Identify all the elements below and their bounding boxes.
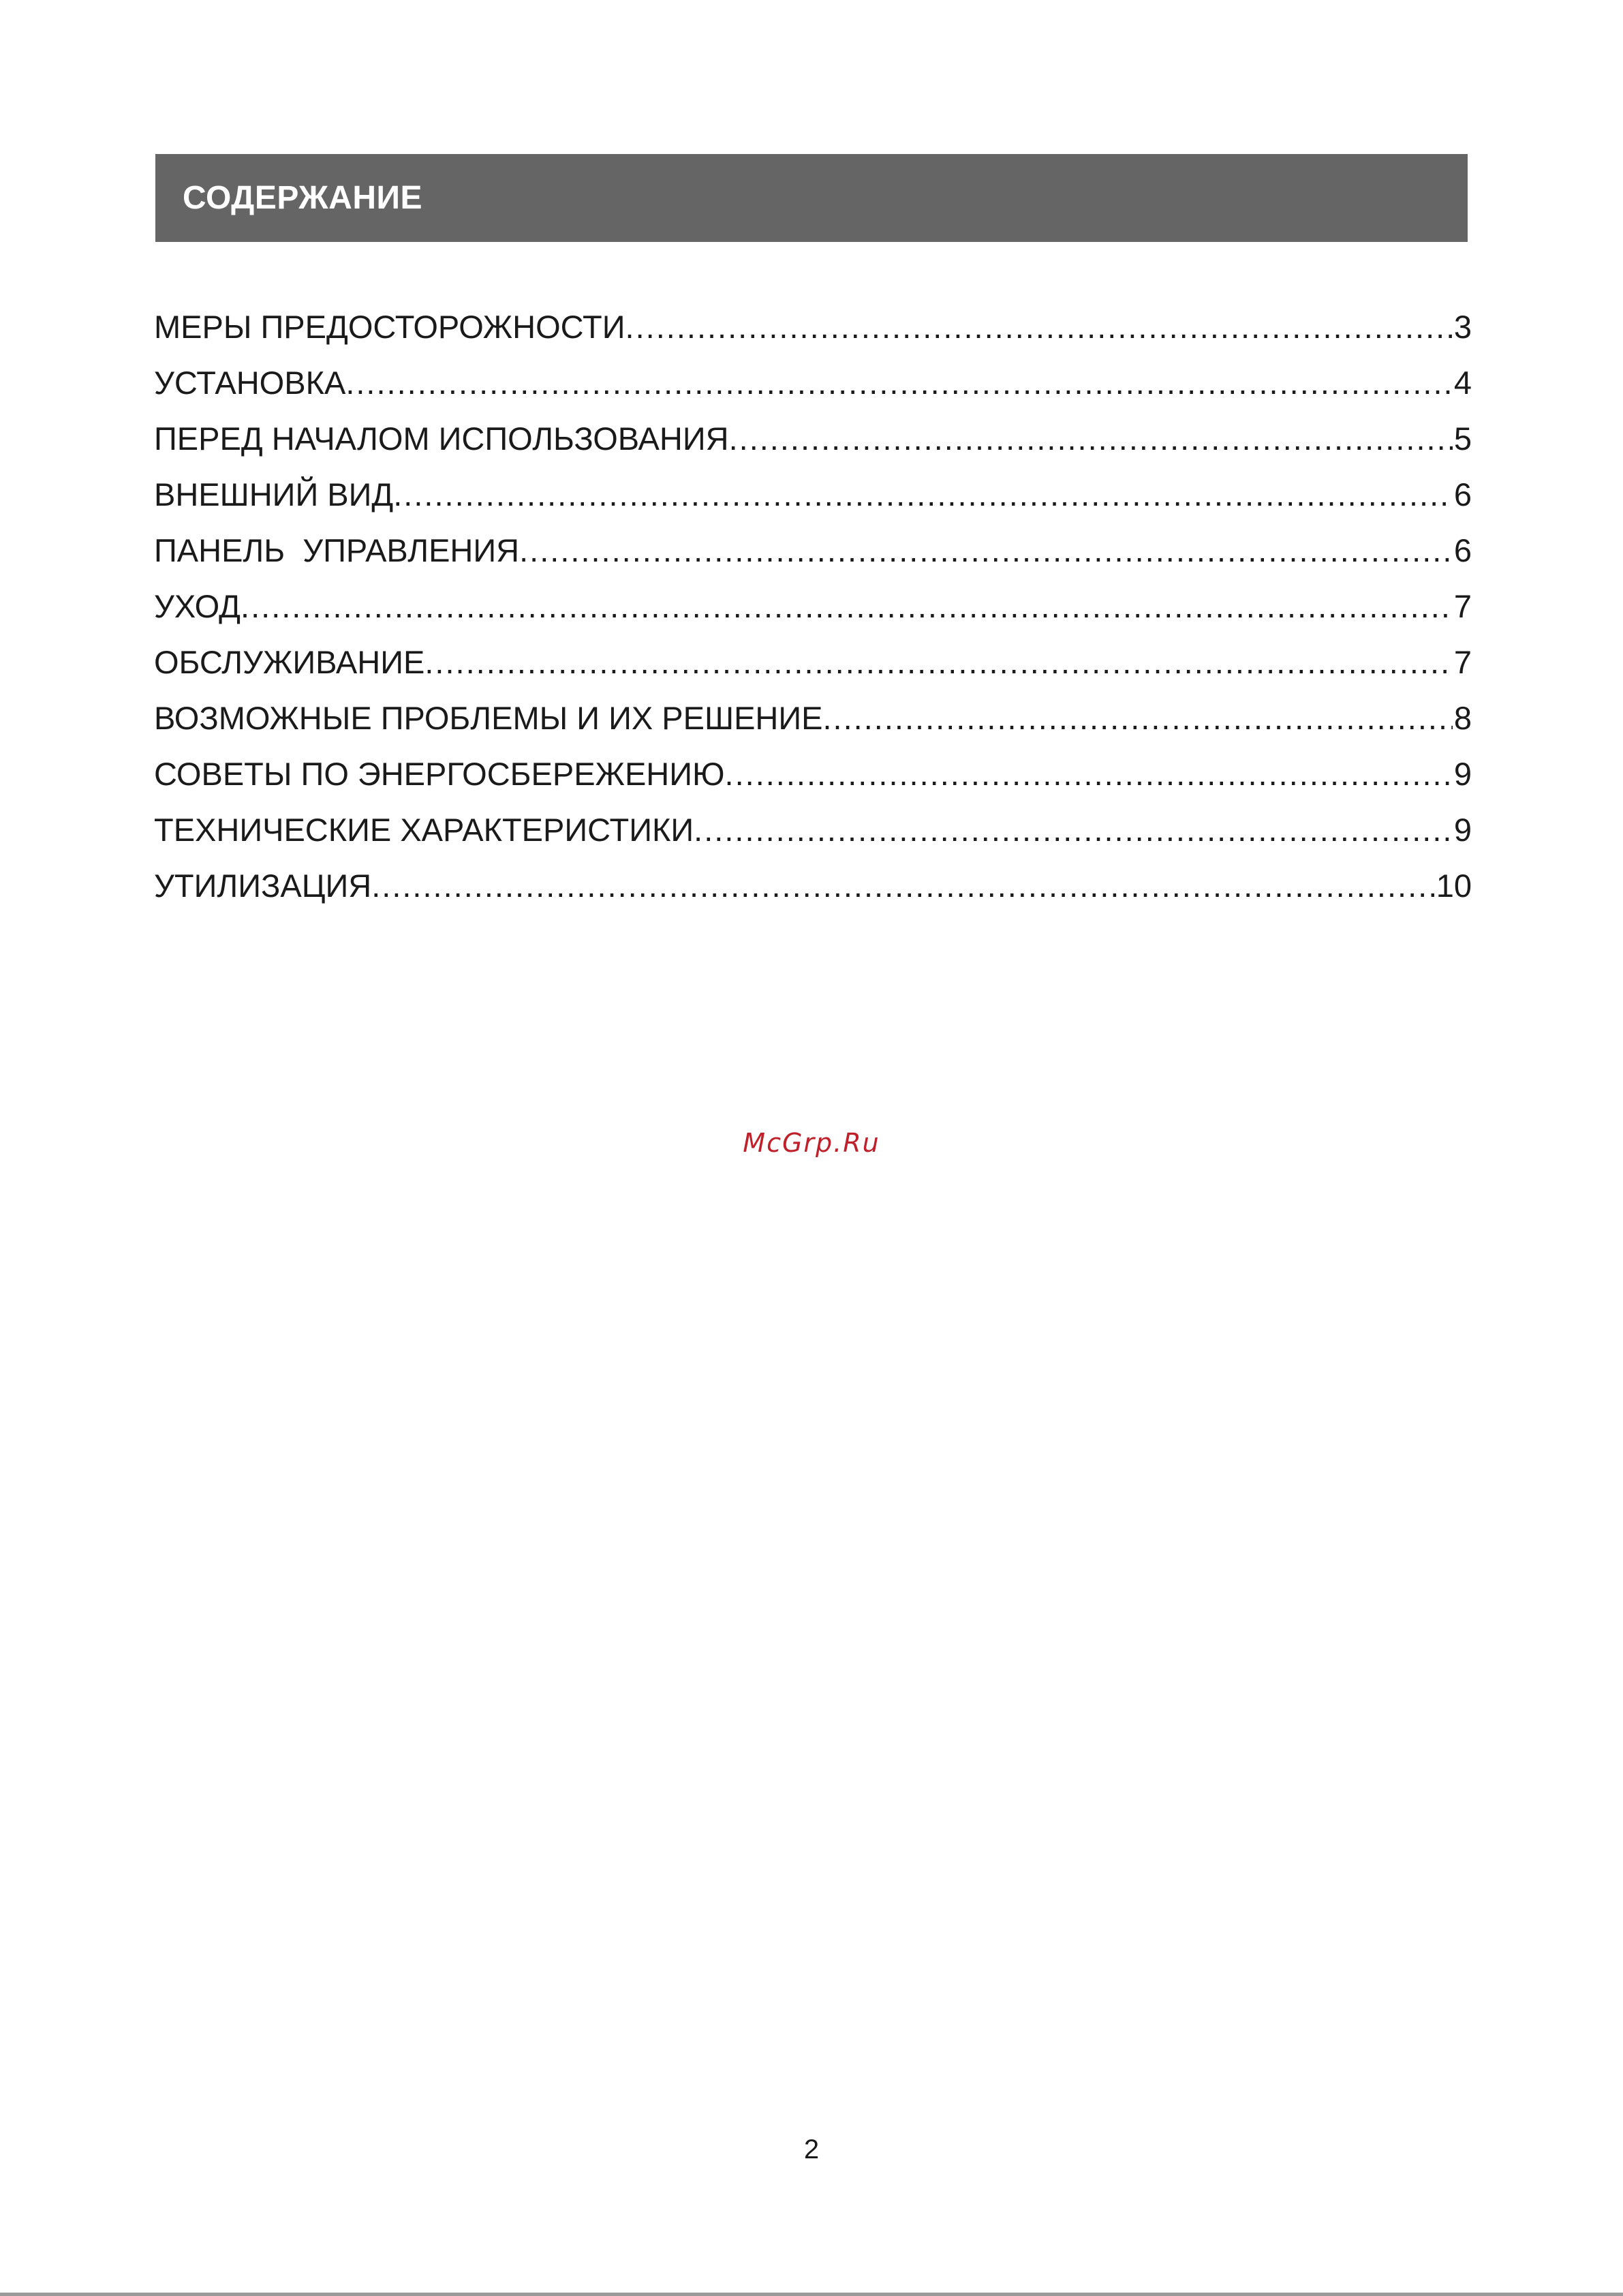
toc-entry-precautions[interactable]	[154, 308, 1472, 364]
toc-entry-page: 7	[1453, 644, 1472, 680]
toc-entry-page: 10	[1436, 868, 1472, 904]
toc-entry-installation[interactable]	[154, 364, 1472, 420]
toc-entry-maintenance[interactable]	[154, 643, 1472, 699]
toc-entry-troubleshooting[interactable]	[154, 699, 1472, 755]
toc-entry-title: УХОД	[154, 588, 241, 624]
toc-dot-leader	[725, 755, 1453, 793]
toc-entry-title: ПЕРЕД НАЧАЛОМ ИСПОЛЬЗОВАНИЯ	[154, 420, 729, 457]
table-of-contents	[154, 308, 1472, 923]
toc-dot-leader	[519, 532, 1453, 569]
toc-entry-disposal[interactable]	[154, 867, 1472, 923]
toc-entry-page: 5	[1453, 420, 1472, 457]
toc-dot-leader	[823, 699, 1453, 737]
toc-dot-leader	[393, 476, 1453, 513]
toc-entry-title: МЕРЫ ПРЕДОСТОРОЖНОСТИ	[154, 309, 625, 345]
page-number: 2	[803, 2134, 820, 2164]
toc-entry-before-use[interactable]	[154, 420, 1472, 476]
toc-entry-title: ТЕХНИЧЕСКИЕ ХАРАКТЕРИСТИКИ	[154, 812, 694, 848]
toc-entry-title: ВНЕШНИЙ ВИД	[154, 476, 394, 512]
contents-header-bar	[155, 154, 1468, 242]
toc-entry-title: СОВЕТЫ ПО ЭНЕРГОСБЕРЕЖЕНИЮ	[154, 756, 725, 792]
toc-entry-energy-saving[interactable]	[154, 755, 1472, 811]
contents-title: СОДЕРЖАНИЕ	[183, 180, 422, 216]
toc-dot-leader	[371, 867, 1435, 904]
toc-dot-leader	[241, 587, 1453, 625]
toc-entry-appearance[interactable]	[154, 476, 1472, 532]
toc-dot-leader	[694, 811, 1453, 848]
toc-entry-page: 4	[1453, 365, 1472, 401]
toc-entry-title: УСТАНОВКА	[154, 365, 346, 401]
toc-entry-page: 8	[1453, 700, 1472, 736]
bottom-divider	[0, 2293, 1623, 2296]
toc-entry-page: 9	[1453, 812, 1472, 848]
toc-dot-leader	[729, 420, 1453, 457]
toc-entry-page: 6	[1453, 532, 1472, 568]
toc-entry-control-panel[interactable]	[154, 532, 1472, 587]
toc-entry-care[interactable]	[154, 587, 1472, 643]
toc-entry-title: УТИЛИЗАЦИЯ	[154, 868, 372, 904]
toc-entry-specifications[interactable]	[154, 811, 1472, 867]
toc-dot-leader	[424, 643, 1453, 681]
toc-dot-leader	[625, 308, 1453, 346]
toc-entry-page: 3	[1453, 309, 1472, 345]
toc-entry-page: 9	[1453, 756, 1472, 792]
toc-entry-page: 7	[1453, 588, 1472, 624]
toc-dot-leader	[345, 364, 1453, 401]
toc-entry-title: ОБСЛУЖИВАНИЕ	[154, 644, 425, 680]
toc-entry-page: 6	[1453, 476, 1472, 512]
watermark-link[interactable]: McGrp.Ru	[743, 1128, 880, 1158]
toc-entry-title: ПАНЕЛЬ УПРАВЛЕНИЯ	[154, 532, 520, 568]
toc-entry-title: ВОЗМОЖНЫЕ ПРОБЛЕМЫ И ИХ РЕШЕНИЕ	[154, 700, 823, 736]
